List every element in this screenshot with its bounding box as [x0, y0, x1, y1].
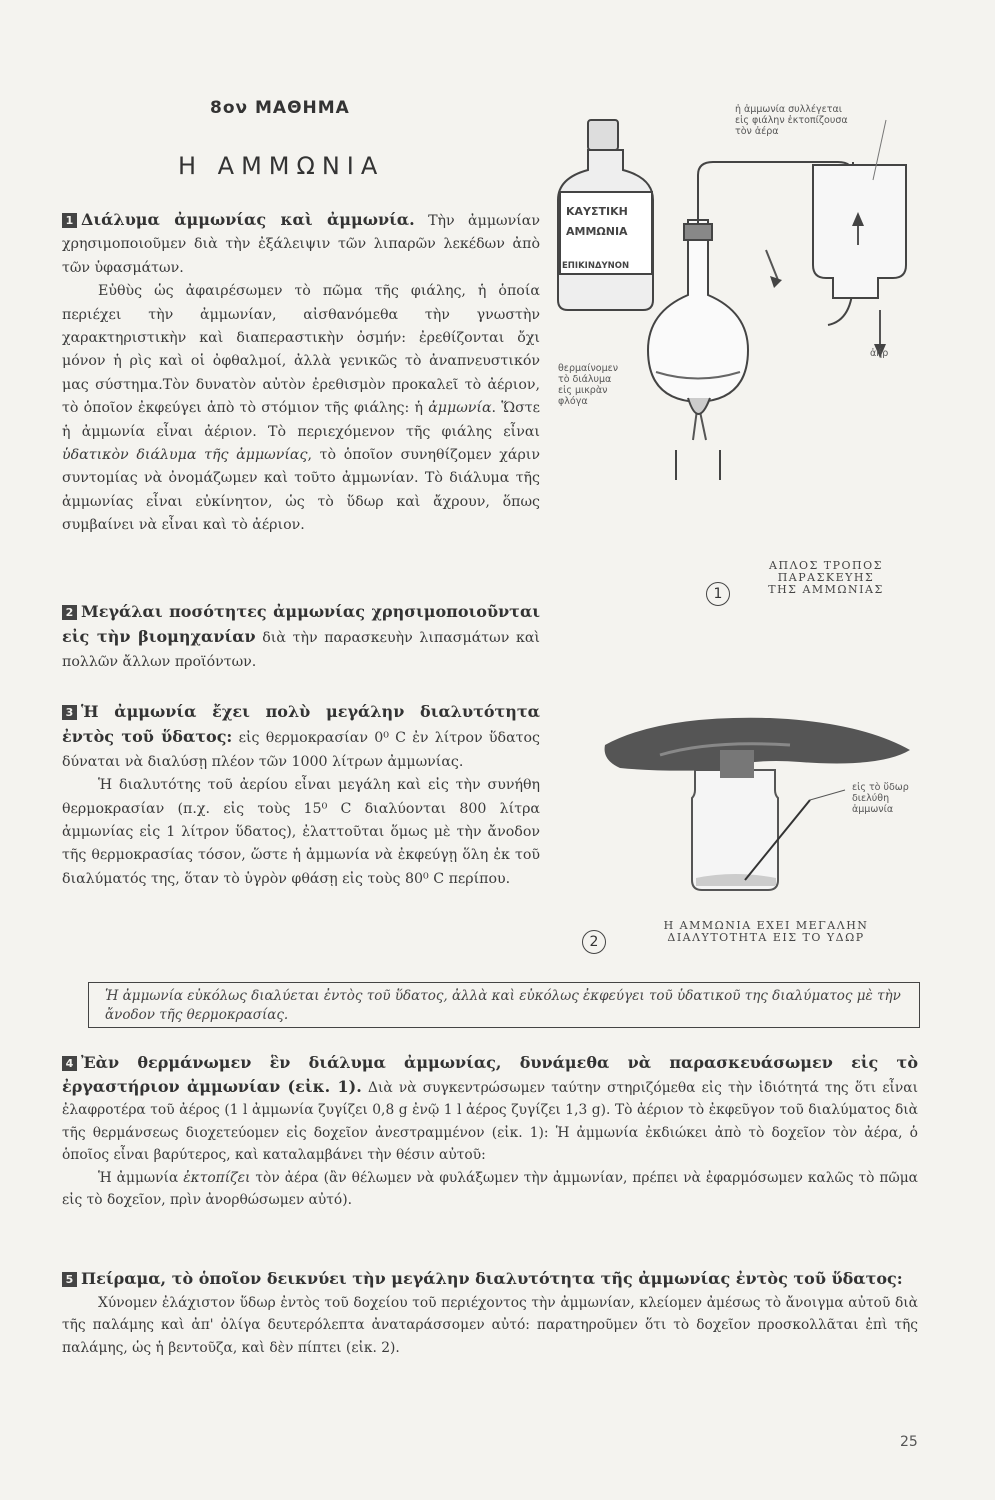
section-number: 2 [62, 605, 77, 620]
label-line: διελύθη [852, 793, 890, 804]
section-text: Τὴν ἀμμωνίαν χρησιμοποιοῦμεν διὰ τὴν ἐξάλειψιν τῶν λιπαρῶν λεκέδων ἀπὸ τῶν ὑφασμάτων. [62, 213, 541, 276]
paragraph-text: Ἡ ἀμμωνία [98, 1169, 184, 1186]
label-line: εἰς μικρὰν [558, 385, 608, 396]
section-number: 5 [62, 1272, 77, 1287]
section-heading: Πείραμα, τὸ ὁποῖον δεικνύει τὴν μεγάλην διαλυτότητα τῆς ἀμμωνίας ἐντὸς τοῦ ὕδατος: [81, 1269, 903, 1288]
caption-line: ΠΑΡΑΣΚΕΥΗΣ [777, 571, 875, 584]
label-line: εἰς τὸ ὕδωρ [852, 782, 909, 793]
section-text: διὰ τὴν παρασκευὴν λιπασμάτων καὶ πολλῶν ἄλλων προϊόντων. [62, 630, 540, 670]
section-1 [62, 208, 540, 538]
figure-1-label-top [735, 104, 848, 137]
summary-box: Ἡ ἀμμωνία εὐκόλως διαλύεται ἐντὸς τοῦ ὕδατος, ἀλλὰ καὶ εὐκόλως ἐκφεύγει τοῦ ὑδατικοῦ της διαλύματος μὲ τὴν ἄνοδον τῆς θερμοκρασίας. [88, 982, 920, 1028]
lesson-number: 8ον ΜΑΘΗΜΑ [210, 98, 350, 118]
label-line: τὸν ἀέρα [735, 126, 779, 137]
caption-line: ΔΙΑΛΥΤΟΤΗΤΑ ΕΙΣ ΤΟ ΥΔΩΡ [667, 931, 865, 944]
label-line: θερμαίνομεν [558, 363, 619, 374]
section-heading: Ἡ ἀμμωνία ἔχει πολὺ μεγάλην διαλυτότητα ἐντὸς τοῦ ὕδατος: [62, 702, 540, 747]
caption-line: ΑΠΛΟΣ ΤΡΟΠΟΣ [769, 559, 883, 572]
page-title: Η ΑΜΜΩΝΙΑ [178, 152, 385, 180]
section-heading: Ἐὰν θερμάνωμεν ἓν διάλυμα ἀμμωνίας, δυνάμεθα νὰ παρασκευάσωμεν εἰς τὸ ἐργαστήριον ἀμμωνίαν (εἰκ. 1). [62, 1053, 918, 1096]
section-number: 3 [62, 705, 77, 720]
section-text: Διὰ νὰ συγκεντρώσωμεν ταύτην στηριζόμεθα εἰς τὴν ἰδιότητά της ὅτι εἶναι ἐλαφροτέρα τοῦ ἀέρος (1 l ἀμμωνία ζυγίζει 0,8 g ἐνῷ 1 l ἀέρος ζυγίζει 1,3 g). Τὸ ἀέριον τὸ ἐκφεῦγον τοῦ διαλύματος διὰ τῆς θερμάνσεως διοχετεύομεν εἰς δοχεῖον ἀνεστραμμένον (εἰκ. 1): Ἡ ἀμμωνία ἐκδιώκει ἀπὸ τὸ δοχεῖον τὸν ἀέρα, ὁ ὁποῖος εἶναι βαρύτερος, καὶ καταλαμβάνει τὴν θέσιν αὐτοῦ: [62, 1079, 919, 1163]
bottle-label: ΚΑΥΣΤΙΚΗ [566, 205, 628, 218]
figure-1-caption [734, 560, 918, 596]
figure-1-number: 1 [706, 582, 730, 606]
label-line: ἡ ἀμμωνία συλλέγεται [735, 104, 843, 115]
italic-term: ἀμμωνία [428, 400, 492, 417]
bottle-label: ΕΠΙΚΙΝΔΥΝΟΝ [562, 261, 630, 271]
caption-line: ΤΗΣ ΑΜΜΩΝΙΑΣ [768, 583, 884, 596]
section-2 [62, 600, 540, 674]
paragraph-text: Ἡ διαλυτότης τοῦ ἀερίου εἶναι μεγάλη καὶ εἰς τὴν συνήθη θερμοκρασίαν (π.χ. εἰς τοὺς 15⁰ C διαλύονται 800 λίτρα ἀμμωνίας εἰς 1 λίτρον ὕδατος), ἐλαττοῦται ὅμως μὲ τὴν ἄνοδον τῆς θερμοκρασίας τόσον, ὥστε ἡ ἀμμωνία νὰ ἐκφεύγῃ ὅλη ἐκ τοῦ διαλύματός της, ὅταν τὸ ὑγρὸν φθάσῃ εἰς τοὺς 80⁰ C περίπου. [62, 777, 540, 887]
section-heading: Μεγάλαι ποσότητες ἀμμωνίας χρησιμοποιοῦνται εἰς τὴν βιομηχανίαν [62, 602, 540, 647]
figure-1-label-heat [558, 363, 618, 407]
figure-1-illustration [548, 100, 948, 500]
paragraph-text: τὸν ἀέρα (ἂν θέλωμεν νὰ φυλάξωμεν τὴν ἀμμωνίαν, πρέπει νὰ ἐφαρμόσωμεν καλῶς τὸ πῶμα εἰς τὸ δοχεῖον, πρὶν ἀνορθώσωμεν αὐτό). [62, 1169, 918, 1208]
paragraph-text: , τὸ ὁποῖον συνηθίζομεν χάριν συντομίας νὰ ὀνομάζωμεν καὶ τοῦτο ἀμμωνίαν. Τὸ διάλυμα τῆς ἀμμωνίας εἶναι εὐκίνητον, ὡς τὸ ὕδωρ καὶ ἄχρουν, ὅπως συμβαίνει νὰ εἶναι καὶ τὸ ἀέριον. [62, 447, 540, 534]
figure-1-label-air: ἀήρ [870, 348, 889, 359]
caption-line: Η ΑΜΜΩΝΙΑ ΕΧΕΙ ΜΕΓΑΛΗΝ [663, 919, 869, 932]
paragraph-text: . Ὥστε ἡ ἀμμωνία εἶναι ἀέριον. Τὸ περιεχόμενον τῆς φιάλης εἶναι [62, 400, 540, 440]
italic-term: ὑδατικὸν διάλυμα τῆς ἀμμωνίας [62, 447, 308, 464]
section-number: 4 [62, 1056, 77, 1071]
section-4 [62, 1052, 918, 1212]
section-heading: Διάλυμα ἀμμωνίας καὶ ἀμμωνία. [81, 210, 415, 229]
label-line: ἀμμωνία [852, 804, 894, 815]
figure-2-caption [616, 920, 916, 944]
label-line: τὸ διάλυμα [558, 374, 612, 385]
section-5 [62, 1268, 918, 1359]
section-number: 1 [62, 213, 77, 228]
section-text: εἰς θερμοκρασίαν 0⁰ C ἐν λίτρον ὕδατος δύναται νὰ διαλύσῃ πλέον τῶν 1000 λίτρων ἀμμωνίας. [62, 730, 540, 770]
figure-2-label [852, 782, 909, 815]
italic-term: ἐκτοπίζει [183, 1169, 251, 1186]
figure-2-number: 2 [582, 930, 606, 954]
label-line: εἰς φιάλην ἐκτοπίζουσα [735, 115, 848, 126]
page-number: 25 [900, 1434, 918, 1450]
label-line: φλόγα [558, 396, 588, 407]
bottle-label: ΑΜΜΩΝΙΑ [566, 225, 628, 238]
paragraph-text: Εὐθὺς ὡς ἀφαιρέσωμεν τὸ πῶμα τῆς φιάλης, ἡ ὁποία περιέχει τὴν ἀμμωνίαν, αἰσθανόμεθα τὴν γνωστὴν χαρακτηριστικὴν καὶ διαπεραστικὴν ὀσμήν: ἐρεθίζονται ὄχι μόνον ἡ ρὶς καὶ οἱ ὀφθαλμοί, ἀλλὰ γενικῶς τὸ ἀναπνευστικόν μας σύστημα.Τὸν δυνατὸν αὐτὸν ἐρεθισμὸν προκαλεῖ τὸ ἀέριον, τὸ ὁποῖον ἐκφεύγει ἀπὸ τὸ στόμιον τῆς φιάλης: ἡ [62, 283, 540, 417]
paragraph-text: Χύνομεν ἐλάχιστον ὕδωρ ἐντὸς τοῦ δοχείου τοῦ περιέχοντος τὴν ἀμμωνίαν, κλείομεν ἀμέσως τὸ ἄνοιγμα αὐτοῦ διὰ τῆς παλάμης καὶ ἀπ' ὀλίγα δευτερόλεπτα ἀναταράσσομεν αὐτό: παρατηροῦμεν ὅτι τὸ δοχεῖον προσκολλᾶται ἐπὶ τῆς παλάμης, ὡς ἡ βεντοῦζα, καὶ δὲν πίπτει (εἰκ. 2). [62, 1294, 918, 1356]
section-3 [62, 700, 540, 891]
